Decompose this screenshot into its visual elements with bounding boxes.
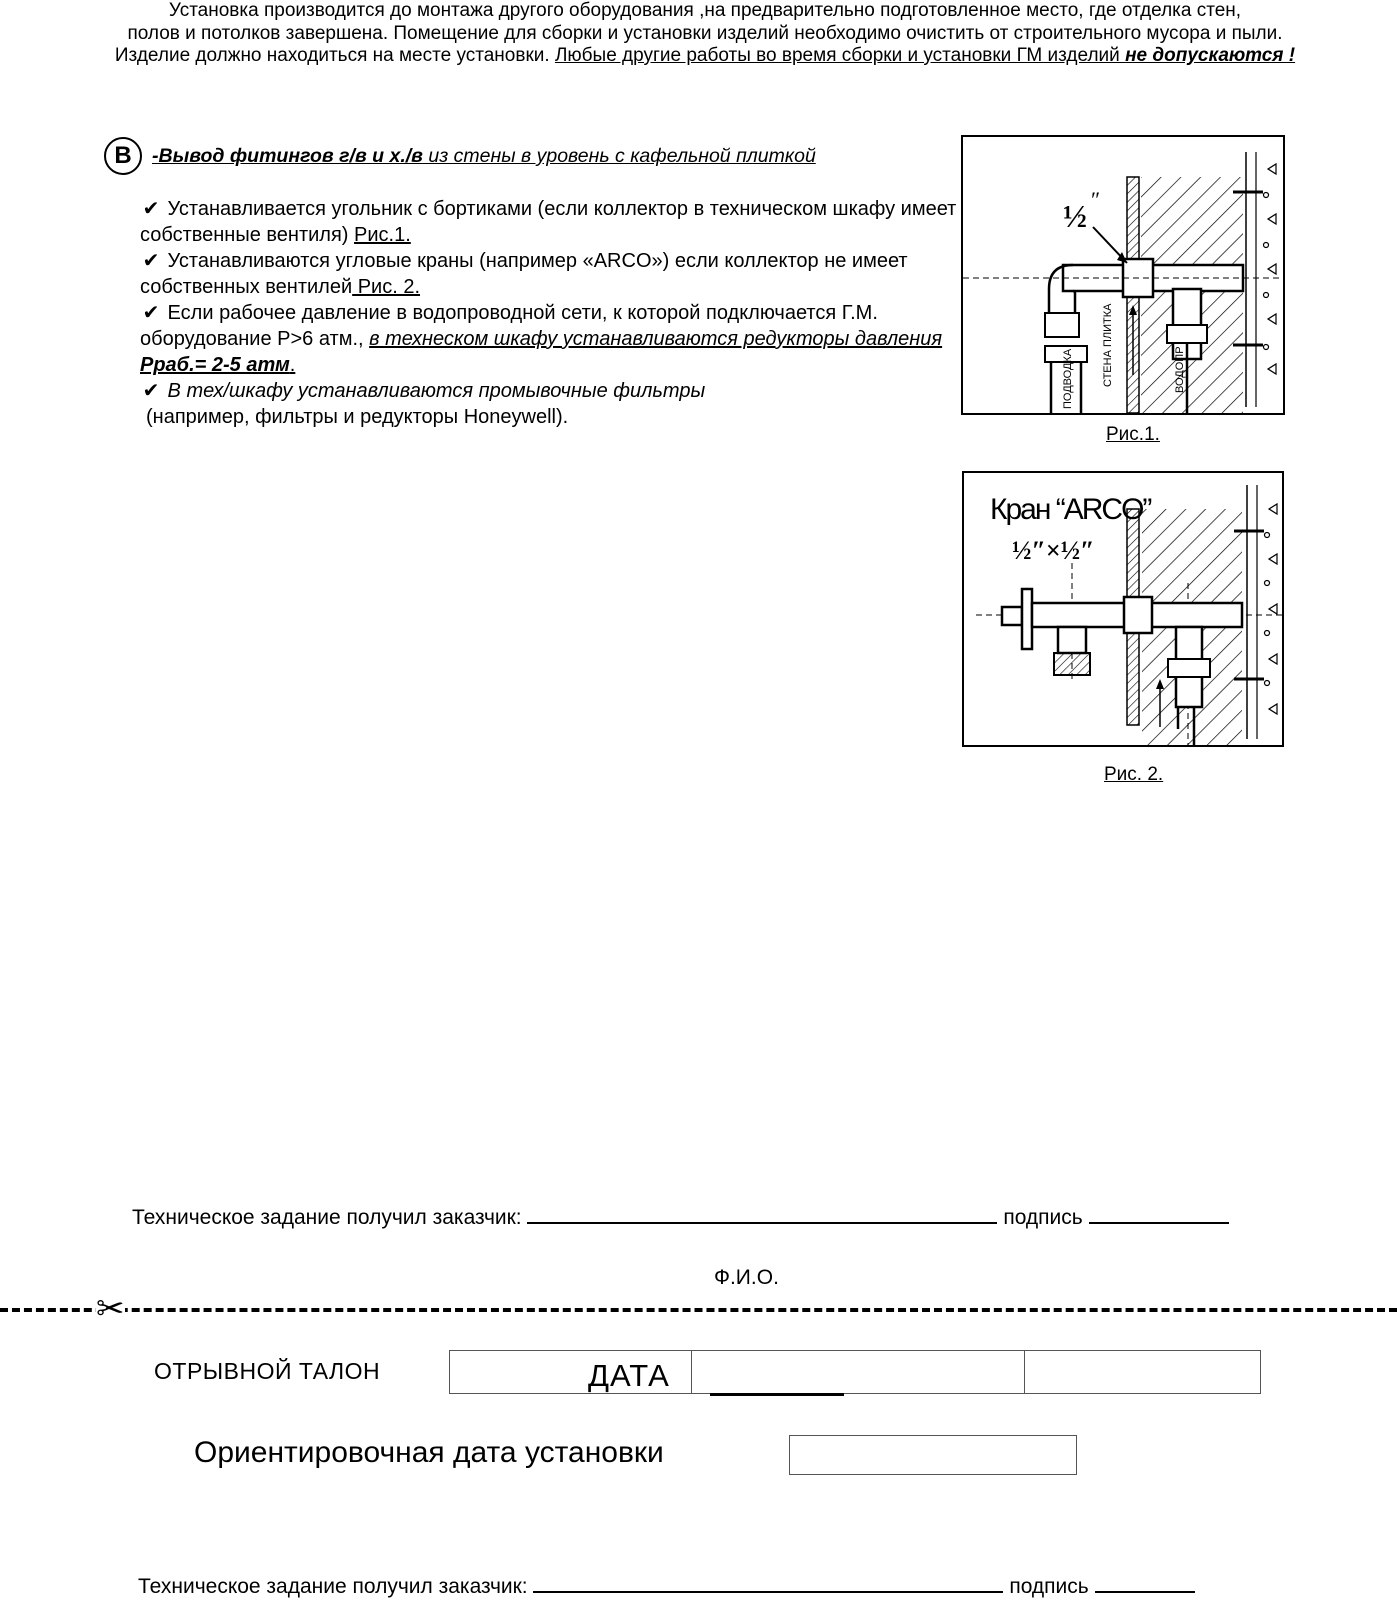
talon-label: ОТРЫВНОЙ ТАЛОН (154, 1358, 381, 1384)
talon-divider-1 (691, 1351, 692, 1393)
bullet-item-1 (140, 196, 1010, 248)
podpis-line[interactable] (1089, 1222, 1229, 1224)
intro-warning-text: Любые другие работы во время сборки и установки ГМ изделий (554, 45, 1126, 66)
date-input-line[interactable] (710, 1393, 844, 1396)
customer-signature-line-2[interactable] (533, 1591, 1003, 1593)
cut-line (0, 1308, 1397, 1312)
bullet-list (140, 196, 1010, 430)
bullet-1-text: Устанавливается угольник с бортиками (если коллектор в техническом шкафу имеет собственные вентиля) (140, 198, 957, 246)
talon-extra-field[interactable] (1026, 1352, 1256, 1392)
figure-2-caption: Рис. 2. (1104, 764, 1164, 785)
talon-divider-2 (1024, 1351, 1025, 1393)
intro-warning-emph: не допускаются ! (1125, 45, 1296, 66)
bullet-3-text: Если рабочее давление в водопроводной сети, к которой подключается Г.М. оборудование Р>6 атм., (140, 302, 878, 350)
approx-date-field[interactable] (789, 1435, 1077, 1475)
signature-label: Техническое задание получил заказчик: (132, 1206, 522, 1229)
customer-signature-line[interactable] (527, 1222, 997, 1224)
bullet-2-text: Устанавливаются угловые краны (например «ARCO») если коллектор не имеет собственных вентилей (140, 250, 908, 298)
figure-1-drawing (963, 137, 1283, 413)
section-title-bold: -Вывод фитингов г/в и х./в (152, 145, 423, 167)
figure-2 (962, 471, 1284, 747)
figure-1-label-stena: СТЕНА ПЛИТКА (1102, 303, 1114, 387)
intro-line-2: полов и потолков завершена. Помещение для сборки и установки изделий необходимо очистить от строительного мусора и пыли. (127, 22, 1283, 44)
podpis-line-2[interactable] (1095, 1591, 1195, 1593)
check-icon: ✔ (142, 198, 160, 220)
section-title (152, 145, 816, 168)
check-icon: ✔ (142, 380, 160, 402)
bullet-item-2 (140, 248, 1010, 300)
intro-paragraph (60, 0, 1350, 68)
scissors-icon: ✂ (96, 1290, 125, 1328)
signature-2-label: Техническое задание получил заказчик: (138, 1575, 528, 1598)
figure-2-drawing (964, 473, 1282, 745)
figure-1-inch-mark: ″ (1091, 187, 1101, 212)
bullet-item-4 (140, 378, 1010, 430)
bullet-4-text: (например, фильтры и редукторы Honeywell). (146, 406, 569, 428)
intro-line-3-underlined (555, 45, 1295, 66)
figure-2-title: Кран “ARCO” (990, 493, 1151, 526)
signature-podpis-label: подпись (1003, 1206, 1083, 1229)
figure-2-size: ½″×½″ (1012, 536, 1095, 565)
bullet-item-3 (140, 300, 1010, 378)
figure-1-label-podvodka: ПОДВОДКА (1062, 348, 1074, 409)
bullet-3-pressure: Рраб.= 2-5 атм (140, 354, 290, 376)
bullet-4-italic: В тех/шкафу устанавливаются промывочные фильтры (162, 380, 706, 402)
signature-2-podpis-label: подпись (1009, 1575, 1089, 1598)
figure-1-label-vodopr: ВОДОПР (1174, 346, 1186, 393)
bullet-2-fig-ref: Рис. 2. (352, 276, 421, 298)
figure-1-fraction: ½ (1063, 198, 1087, 234)
bullet-3-end: . (289, 354, 296, 376)
bullet-1-fig-ref: Рис.1. (354, 224, 411, 246)
check-icon: ✔ (142, 250, 160, 272)
signature-row-2 (138, 1575, 1195, 1599)
intro-line-3 (60, 45, 1350, 68)
figure-1 (961, 135, 1285, 415)
approx-date-label: Ориентировочная дата установки (194, 1436, 664, 1469)
section-badge: B (104, 137, 142, 175)
date-label: ДАТА (588, 1358, 670, 1393)
intro-line-1: Установка производится до монтажа другого оборудования ,на предварительно подготовленное место, где отделка стен, (168, 0, 1242, 21)
figure-1-caption: Рис.1. (1106, 424, 1160, 445)
fio-label: Ф.И.О. (714, 1266, 779, 1289)
section-title-rest: из стены в уровень с кафельной плиткой (422, 145, 816, 167)
bullet-3-italic: в технеском шкафу устанавливаются редукторы давления (369, 328, 943, 350)
check-icon: ✔ (142, 302, 160, 324)
intro-line-3-plain: Изделие должно находиться на месте установки. (114, 45, 555, 66)
signature-row-1 (132, 1206, 1229, 1230)
